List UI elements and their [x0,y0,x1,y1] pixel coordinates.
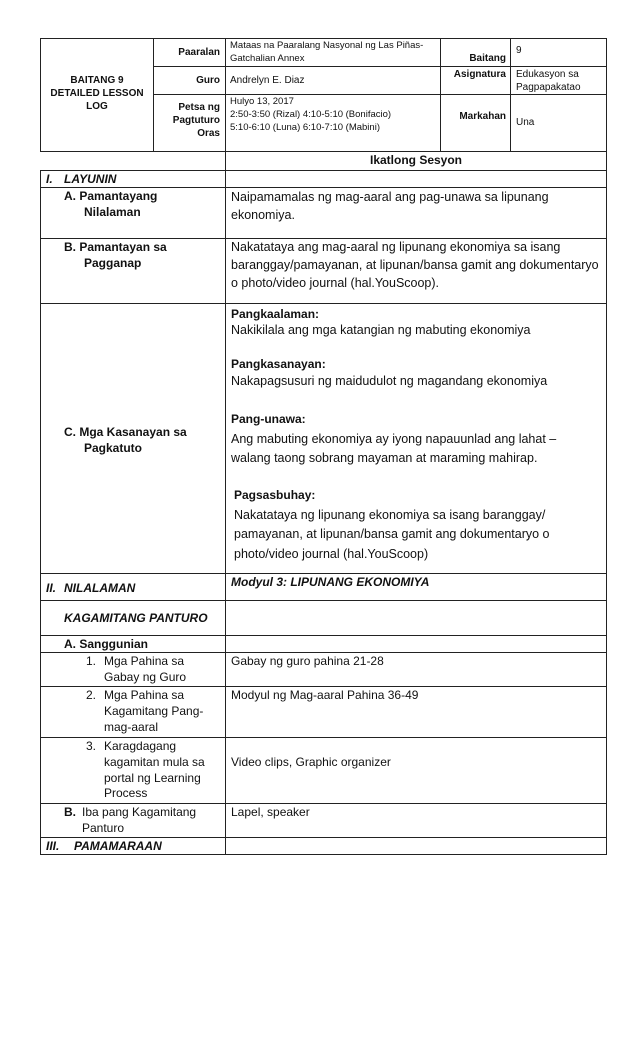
lesson-log-title: BAITANG 9 DETAILED LESSON LOG [50,75,144,113]
markahan-label: Markahan [459,111,506,122]
item3-label: Karagdagang kagamitan mula sa portal ng Learning Process [104,739,205,801]
pangunawa-label: Pang-unawa: [231,412,306,426]
guro-value: Andrelyn E. Diaz [230,75,305,86]
petsa-line1: Hulyo 13, 2017 [230,96,294,107]
iba-pang-label: Iba pang Kagamitang Panturo [82,805,197,835]
pamantayang-nilalaman-text: Naipamamalas ng mag-aaral ang pag-unawa sa lipunang ekonomiya. [231,190,549,222]
item2-value: Modyul ng Mag-aaral Pahina 36-49 [231,688,419,702]
nilalaman-value: Modyul 3: LIPUNANG EKONOMIYA [231,575,430,589]
pamamaraan-heading: PAMAMARAAN [74,839,162,853]
asignatura-label: Asignatura [453,69,506,80]
item3-num: 3. [86,739,97,753]
pangkaalaman-text: Nakikilala ang mga katangian ng mabuting ekonomiya [231,323,531,337]
item1-num: 1. [86,654,97,668]
petsa-line3: 5:10-6:10 (Luna) 6:10-7:10 (Mabini) [230,122,380,133]
item2-label: Mga Pahina sa Kagamitang Pang-mag-aaral [104,688,204,734]
session-title: Ikatlong Sesyon [369,153,463,167]
sanggunian-label: A. Sanggunian [64,637,148,651]
kagamitan-heading: KAGAMITANG PANTURO [64,611,208,625]
baitang-value: 9 [516,45,522,56]
pangkasanayan-label: Pangkasanayan: [231,357,326,371]
pamantayan-pagganap-text: Nakatataya ang mag-aaral ng lipunang ekonomiya sa isang baranggay/pamayanan, at lipunan/bansa gamit ang dokumentaryo o photo/video journal (hal.YouScoop). [231,240,599,290]
kasanayan-label: C. Mga Kasanayan sa Pagkatuto [64,425,187,455]
pagsasbuhay-text: Nakatataya ng lipunang ekonomiya sa isang baranggay/ pamayanan, at lipunan/bansa gamit ang dokumentaryo o photo/video journal (hal.YouScoop) [234,508,550,561]
item3-value: Video clips, Graphic organizer [231,755,391,769]
pamantayang-nilalaman-label: A. Pamantayang Nilalaman [64,189,158,219]
nilalaman-heading: NILALAMAN [64,581,136,595]
iba-pang-value: Lapel, speaker [231,805,310,819]
markahan-value: Una [516,117,535,128]
petsa-line2: 2:50-3:50 (Rizal) 4:10-5:10 (Bonifacio) [230,109,392,120]
pamamaraan-num: III. [46,839,60,853]
nilalaman-num: II. [46,581,57,595]
item2-num: 2. [86,688,97,702]
layunin-num: I. [46,172,53,186]
asignatura-value: Edukasyon sa Pagpapakatao [516,69,581,94]
pagsasbuhay-label: Pagsasbuhay: [234,488,316,502]
pamantayan-pagganap-label: B. Pamantayan sa Pagganap [64,240,167,270]
item1-label: Mga Pahina sa Gabay ng Guro [104,654,187,684]
pangkasanayan-text: Nakapagsusuri ng maidudulot ng magandang ekonomiya [231,374,548,388]
iba-pang-num: B. [64,805,76,819]
item1-value: Gabay ng guro pahina 21-28 [231,654,384,668]
paaralan-value: Mataas na Paaralang Nasyonal ng Las Piñas-Gatchalian Annex [230,40,424,64]
pangunawa-text: Ang mabuting ekonomiya ay iyong napauunlad ang lahat – walang taong sobrang mayaman at maraming mahirap. [231,432,557,466]
baitang-label: Baitang [469,53,506,64]
paaralan-label: Paaralan [178,47,220,58]
petsa-label: Petsa ng Pagtuturo Oras [172,102,220,140]
guro-label: Guro [196,75,220,86]
pangkaalaman-label: Pangkaalaman: [231,307,320,321]
layunin-heading: LAYUNIN [64,172,117,186]
